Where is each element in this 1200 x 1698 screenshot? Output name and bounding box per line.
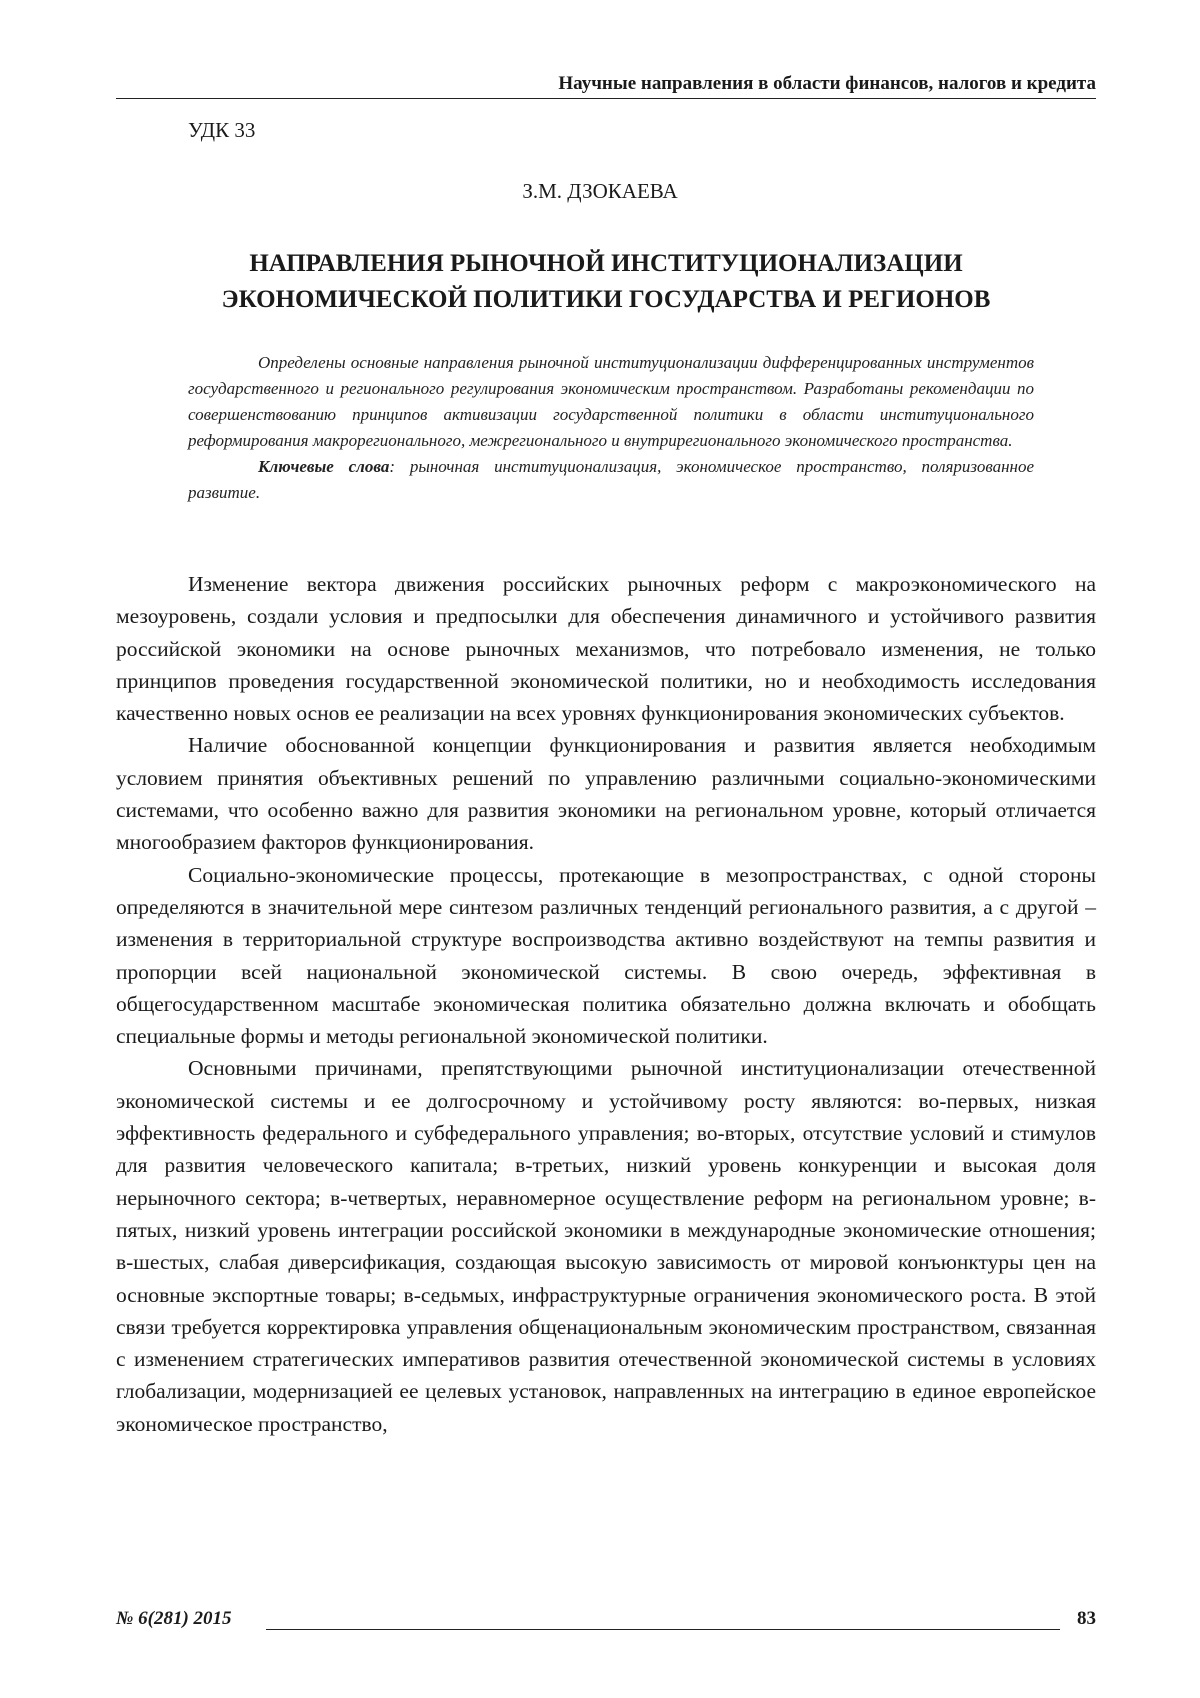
- keywords-label: Ключевые слова: [258, 457, 389, 476]
- issue-number: № 6(281) 2015: [116, 1608, 232, 1630]
- author-name: З.М. ДЗОКАЕВА: [0, 179, 1200, 204]
- body-paragraph: Изменение вектора движения российских рыночных реформ с макроэкономического на мезоуровень, создали условия и предпосылки для обеспечения динамичного и устойчивого развития российской экономики на основе рыночных механизмов, что потребовало изменения, не только принципов проведения государственной экономической политики, но и необходимость исследования качественно новых основ ее реализации на всех уровнях функционирования экономических субъектов.: [116, 568, 1096, 729]
- keywords-list: : рыночная институционализация, экономическое пространство, поляризованное развитие.: [188, 457, 1034, 502]
- article-title: [116, 246, 1096, 318]
- title-line-2: ЭКОНОМИЧЕСКОЙ ПОЛИТИКИ ГОСУДАРСТВА И РЕГИОНОВ: [116, 282, 1096, 318]
- page-footer: [116, 1608, 1096, 1636]
- abstract: [188, 350, 1034, 506]
- body-paragraph: Наличие обоснованной концепции функционирования и развития является необходимым условием принятия объективных решений по управлению различными социально-экономическими системами, что особенно важно для развития экономики на региональном уровне, который отличается многообразием факторов функционирования.: [116, 729, 1096, 858]
- article-body: [116, 568, 1096, 1440]
- body-paragraph: Социально-экономические процессы, протекающие в мезопространствах, с одной стороны определяются в значительной мере синтезом различных тенденций регионального развития, а с другой – изменения в территориальной структуре воспроизводства активно воздействуют на темпы развития и пропорции всей национальной экономической системы. В свою очередь, эффективная в общегосударственном масштабе экономическая политика обязательно должна включать и обобщать специальные формы и методы региональной экономической политики.: [116, 859, 1096, 1053]
- abstract-text: Определены основные направления рыночной институционализации дифференцированных инструментов государственного и регионального регулирования экономическим пространством. Разработаны рекомендации по совершенствованию принципов активизации государственной политики в области институционального реформирования макрорегионального, межрегионального и внутрирегионального экономического пространства.: [188, 350, 1034, 454]
- title-line-1: НАПРАВЛЕНИЯ РЫНОЧНОЙ ИНСТИТУЦИОНАЛИЗАЦИИ: [116, 246, 1096, 282]
- running-header: Научные направления в области финансов, налогов и кредита: [116, 72, 1096, 99]
- body-paragraph: Основными причинами, препятствующими рыночной институционализации отечественной экономической системы и ее долгосрочному и устойчивому росту являются: во-первых, низкая эффективность федерального и субфедерального управления; во-вторых, отсутствие условий и стимулов для развития человеческого капитала; в-третьих, низкий уровень конкуренции и высокая доля нерыночного сектора; в-четвертых, неравномерное осуществление реформ на региональном уровне; в-пятых, низкий уровень интеграции российской экономики в международные экономические отношения; в-шестых, слабая диверсификация, создающая высокую зависимость от мировой конъюнктуры цен на основные экспортные товары; в-седьмых, инфраструктурные ограничения экономического роста. В этой связи требуется корректировка управления общенациональным экономическим пространством, связанная с изменением стратегических императивов развития отечественной экономической системы в условиях глобализации, модернизацией ее целевых установок, направленных на интеграцию в единое европейское экономическое пространство,: [116, 1052, 1096, 1440]
- footer-rule: [266, 1629, 1060, 1630]
- udk-code: УДК 33: [188, 118, 255, 143]
- keywords: [188, 454, 1034, 506]
- page-number: 83: [1077, 1608, 1096, 1630]
